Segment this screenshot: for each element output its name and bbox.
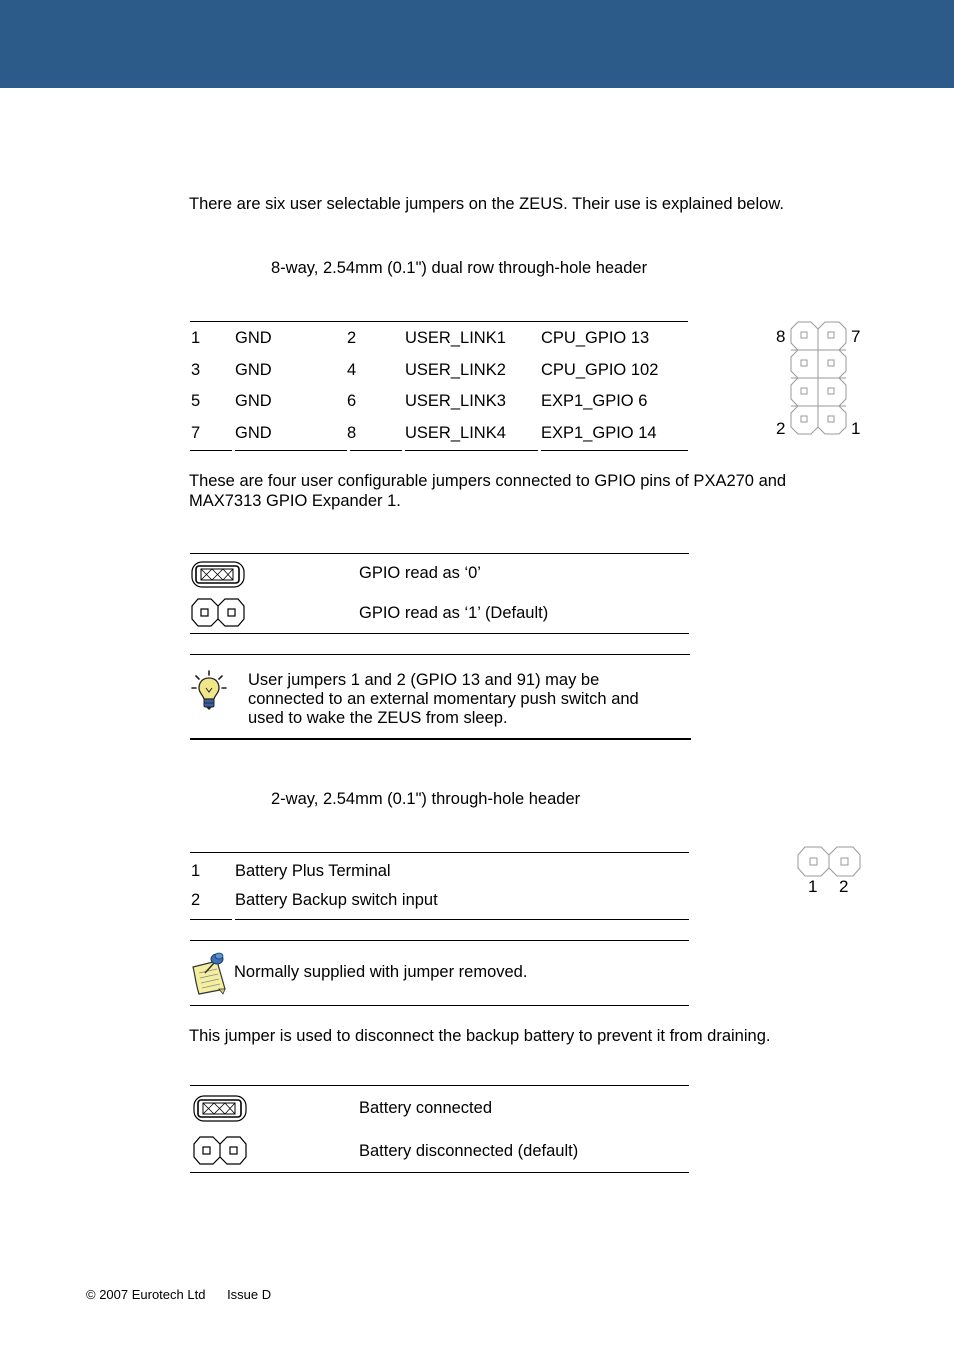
diagram-label-pin1: 1	[851, 419, 861, 438]
tip-bottom-rule	[190, 738, 691, 740]
table-bottom-rule	[190, 450, 232, 451]
diagram-label-pin2: 2	[839, 877, 849, 896]
diagram-label-pin2: 2	[776, 419, 786, 438]
tip-text-line3: used to wake the ZEUS from sleep.	[248, 709, 508, 727]
note-bottom-rule	[190, 1005, 689, 1006]
pin-signal: GND	[235, 361, 272, 379]
intro-text: There are six user selectable jumpers on the ZEUS. Their use is explained below.	[189, 195, 784, 213]
note-text: Normally supplied with jumper removed.	[234, 963, 528, 981]
table-top-rule	[190, 1085, 689, 1086]
section1-description-line2: MAX7313 GPIO Expander 1.	[189, 492, 401, 510]
diagram-label-pin1: 1	[808, 877, 818, 896]
table-bottom-rule	[190, 919, 232, 920]
section2-header-desc: 2-way, 2.54mm (0.1") through-hole header	[271, 790, 581, 808]
jumper-removed-icon	[193, 1136, 247, 1165]
table-bottom-rule	[190, 1172, 689, 1173]
tip-top-rule	[190, 654, 690, 655]
diagram-label-pin8: 8	[776, 327, 786, 346]
pin-number: 2	[347, 329, 357, 347]
pin-function: Battery Plus Terminal	[235, 862, 391, 880]
pin-gpio: EXP1_GPIO 6	[541, 392, 648, 410]
pin-number: 6	[347, 392, 357, 410]
pin-number: 3	[191, 361, 201, 379]
header-band	[0, 0, 954, 88]
pin-gpio: EXP1_GPIO 14	[541, 424, 657, 442]
pin-number: 5	[191, 392, 201, 410]
pin-function: Battery Backup switch input	[235, 891, 438, 909]
pin-number: 1	[191, 329, 201, 347]
jumper-removed-icon	[191, 598, 245, 627]
table-bottom-rule	[235, 919, 689, 920]
jumper-fitted-icon	[191, 561, 245, 588]
lightbulb-icon	[190, 670, 228, 712]
footer-copyright: © 2007 Eurotech Ltd	[86, 1287, 206, 1302]
table-bottom-rule	[350, 450, 402, 451]
setting-label: Battery connected	[359, 1099, 492, 1117]
tip-text-line2: connected to an external momentary push switch and	[248, 690, 639, 708]
note-top-rule	[190, 940, 689, 941]
pin-gpio: CPU_GPIO 13	[541, 329, 650, 347]
pin-signal: USER_LINK4	[405, 424, 506, 442]
footer-issue: Issue D	[227, 1287, 272, 1302]
pin-number: 1	[191, 862, 201, 880]
footer	[86, 1287, 289, 1302]
pin-number: 7	[191, 424, 201, 442]
pin-number: 8	[347, 424, 357, 442]
table-bottom-rule	[190, 633, 689, 634]
pin-signal: USER_LINK2	[405, 361, 506, 379]
setting-label: GPIO read as ‘0’	[359, 564, 481, 582]
setting-label: Battery disconnected (default)	[359, 1142, 579, 1160]
table-bottom-rule	[541, 450, 688, 451]
jumper-fitted-icon	[193, 1095, 247, 1122]
pin-number: 2	[191, 891, 201, 909]
section1-description-line1: These are four user configurable jumpers connected to GPIO pins of PXA270 and	[189, 472, 787, 490]
section1-header-desc: 8-way, 2.54mm (0.1") dual row through-hole header	[271, 259, 648, 277]
table-top-rule	[190, 852, 689, 853]
note-pin-icon	[189, 951, 229, 995]
pin-signal: GND	[235, 424, 272, 442]
table-bottom-rule	[405, 450, 538, 451]
pin-number: 4	[347, 361, 357, 379]
pin-signal: GND	[235, 392, 272, 410]
section2-description: This jumper is used to disconnect the backup battery to prevent it from draining.	[189, 1027, 771, 1045]
pin-signal: USER_LINK1	[405, 329, 506, 347]
pin-signal: USER_LINK3	[405, 392, 506, 410]
two-way-header-diagram	[797, 846, 862, 877]
diagram-label-pin7: 7	[851, 327, 861, 346]
tip-text-line1: User jumpers 1 and 2 (GPIO 13 and 91) may be	[248, 671, 600, 689]
eight-way-header-diagram	[789, 321, 849, 443]
table-top-rule	[190, 321, 688, 322]
pin-signal: GND	[235, 329, 272, 347]
table-top-rule	[190, 553, 689, 554]
table-bottom-rule	[235, 450, 347, 451]
setting-label: GPIO read as ‘1’ (Default)	[359, 604, 549, 622]
pin-gpio: CPU_GPIO 102	[541, 361, 659, 379]
